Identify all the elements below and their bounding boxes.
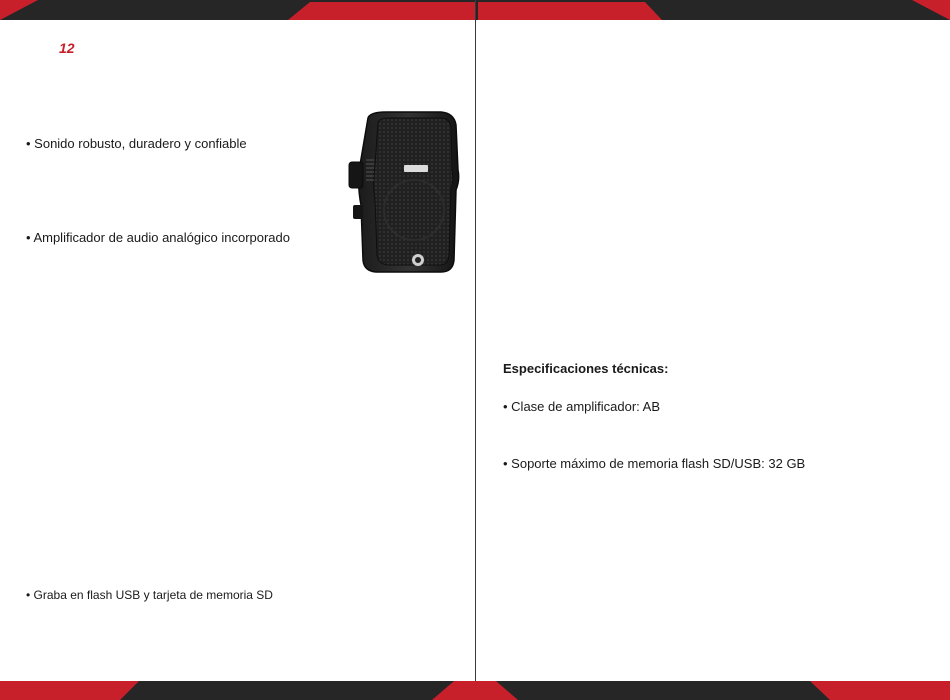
page-number: 12 [59,40,75,56]
spec-bullet-amp-class: • Clase de amplificador: AB [503,399,661,414]
speaker-product-image [346,110,461,275]
bottom-decorative-band [0,681,950,700]
feature-bullet-recording: • Graba en flash USB y tarjeta de memoria SD [26,588,273,602]
spec-bullet-max-memory: • Soporte máximo de memoria flash SD/USB: 32 GB [503,456,806,471]
feature-bullet-amplifier: • Amplificador de audio analógico incorporado [26,230,290,245]
specs-heading: Especificaciones técnicas: [503,361,669,376]
right-page [476,0,950,700]
book-spine-divider [475,0,476,700]
feature-bullet-sound: • Sonido robusto, duradero y confiable [26,136,247,151]
